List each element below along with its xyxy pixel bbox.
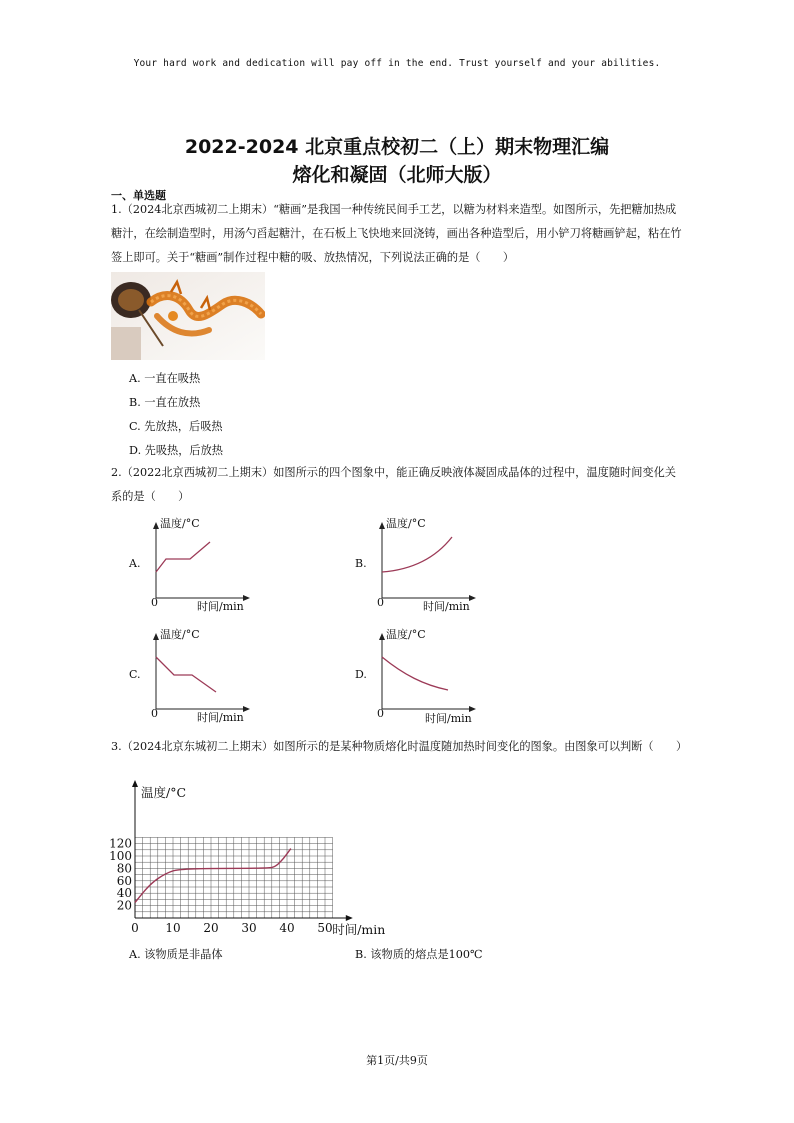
x-tick-label: 30 [241, 921, 257, 935]
graph-b-x-arrow [469, 595, 476, 601]
graph-a-xlabel: 时间/min [197, 600, 244, 613]
q1-option-c: C. 先放热，后吸热 [129, 420, 223, 433]
x-tick-label: 20 [203, 921, 219, 935]
q1-option-d: D. 先吸热，后放热 [129, 444, 223, 457]
graph-c-x-arrow [243, 706, 250, 712]
graph-b-curve [382, 537, 452, 572]
question-2-text: 2.（2022北京西城初二上期末）如图所示的四个图象中，能正确反映液体凝固成晶体的过程中，温度随时间变化关系的是（ ） [111, 466, 676, 503]
sugar-painting-photo [111, 272, 265, 360]
graph-b-xlabel: 时间/min [423, 600, 470, 613]
page-subtitle: 熔化和凝固（北师大版） [292, 164, 502, 186]
q3-option-a: A. 该物质是非晶体 [129, 948, 223, 961]
graph-b-ylabel: 温度/°C [386, 517, 426, 530]
q1-option-a: A. 一直在吸热 [129, 372, 201, 385]
graph-c-curve [156, 657, 216, 692]
graph-c-y-arrow [153, 633, 159, 640]
graph-c-label: C. [129, 668, 141, 681]
graph-c-origin: 0 [151, 707, 158, 720]
graph-a-origin: 0 [151, 596, 158, 609]
question-1-text: 1.（2024北京西城初二上期末）“糖画”是我国一种传统民间手工艺，以糖为材料来造型。如图所示，先把糖加热成糖汁，在绘制造型时，用汤勺舀起糖汁，在石板上飞快地来回浇铸，画出各种造型后，用小铲刀将糖画铲起，粘在竹签上即可。关于“糖画”制作过程中糖的吸、放热情况，下列说法正确的是（ ） [111, 203, 682, 264]
y-tick-label: 20 [116, 898, 132, 913]
x-tick-label: 0 [131, 921, 139, 935]
q3-option-b: B. 该物质的熔点是100℃ [355, 948, 483, 961]
graph-a-ylabel: 温度/°C [160, 517, 200, 530]
melting-curve-chart [108, 778, 408, 944]
graph-b-origin: 0 [377, 596, 384, 609]
graph-d-origin: 0 [377, 707, 384, 720]
graph-a-curve [156, 542, 210, 572]
x-tick-label: 40 [279, 921, 295, 935]
section-heading: 一、单选题 [111, 189, 166, 202]
x-tick-label: 10 [165, 921, 181, 935]
graph-b-label: B. [355, 557, 367, 570]
graph-c-ylabel: 温度/°C [160, 628, 200, 641]
y-tick-label: 80 [116, 861, 132, 876]
question-3-text: 3.（2024北京东城初二上期末）如图所示的是某种物质熔化时温度随加热时间变化的图象。由图象可以判断（ ） [111, 740, 688, 753]
graph-a-x-arrow [243, 595, 250, 601]
x-axis-label: 时间/min [332, 922, 386, 937]
page-footer: 第1页/共9页 [366, 1054, 428, 1067]
graph-a-y-arrow [153, 522, 159, 529]
graph-d-label: D. [355, 668, 367, 681]
graph-b-y-arrow [379, 522, 385, 529]
graph-a-label: A. [129, 557, 141, 570]
graph-c-xlabel: 时间/min [197, 711, 244, 724]
page-title: 2022-2024 北京重点校初二（上）期末物理汇编 [184, 136, 610, 158]
graph-d-xlabel: 时间/min [425, 712, 472, 725]
graph-d-curve [382, 657, 448, 690]
graph-d-y-arrow [379, 633, 385, 640]
header-motto: Your hard work and dedication will pay off in the end. Trust yourself and your abilities. [133, 58, 661, 69]
x-axis-arrow [346, 915, 353, 921]
y-tick-label: 120 [109, 836, 132, 851]
y-axis-label: 温度/°C [141, 785, 187, 800]
q1-option-b: B. 一直在放热 [129, 396, 201, 409]
y-axis-arrow [132, 780, 138, 787]
melting-curve [135, 849, 291, 903]
graph-d-ylabel: 温度/°C [386, 628, 426, 641]
y-tick-label: 60 [116, 873, 132, 888]
x-tick-label: 50 [317, 921, 333, 935]
y-tick-label: 40 [116, 886, 132, 901]
y-tick-label: 100 [109, 849, 132, 863]
